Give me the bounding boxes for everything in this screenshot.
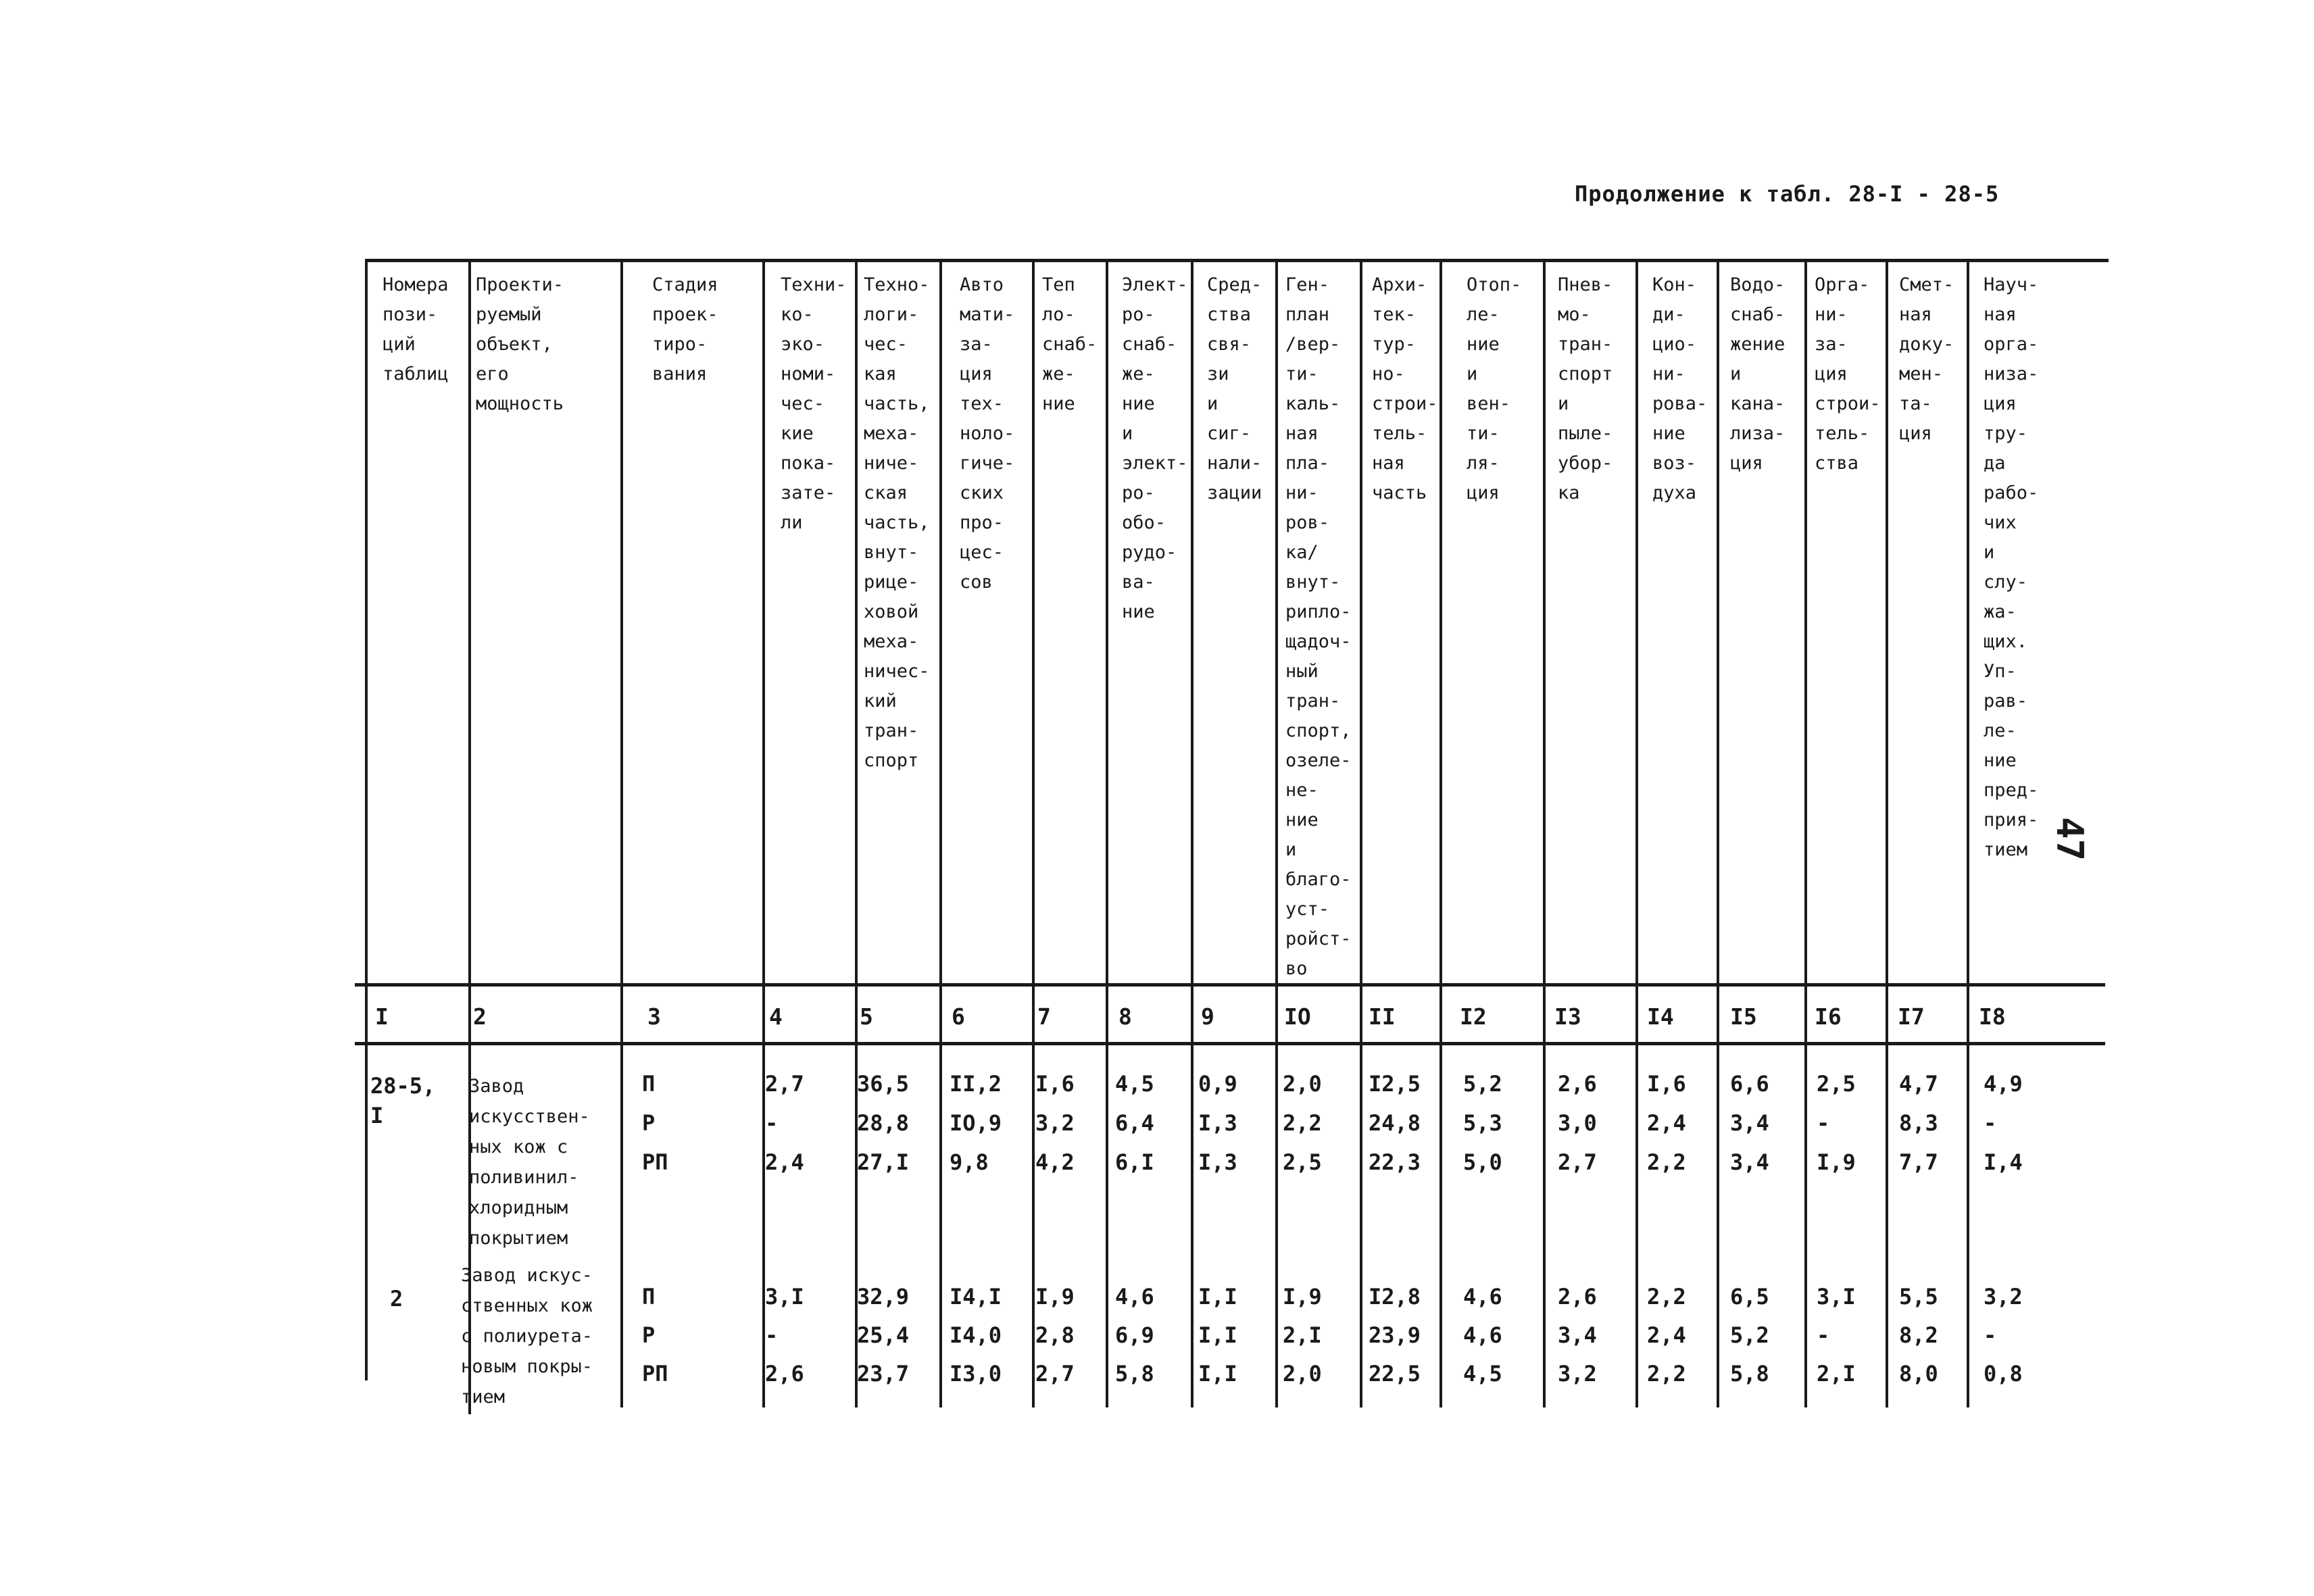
table-cell-value: 28,8	[857, 1110, 910, 1136]
table-cell-value: 23,9	[1369, 1322, 1421, 1348]
column-number: I8	[1979, 1003, 2006, 1030]
table-cell-value: II,2	[950, 1071, 1002, 1097]
column-divider	[365, 259, 368, 1380]
table-cell-value: 2,6	[1558, 1284, 1597, 1310]
table-cell-value: 0,9	[1198, 1071, 1237, 1097]
header-technological-part: Техно- логи- чес- кая часть, меха- ниче- ская часть, внут- рице- ховой меха- ничес- кий тран- спорт	[864, 274, 930, 771]
header-construction-organization: Орга- ни- за- ция строи- тель- ства	[1815, 274, 1881, 474]
header-technical-economic: Техни- ко- эко- номи- чес- кие пока- зате- ли	[781, 274, 847, 533]
table-cell-value: 5,3	[1463, 1110, 1502, 1136]
column-divider	[762, 259, 765, 1407]
table-cell-value: 2,8	[1035, 1322, 1075, 1348]
table-cell-value: 3,2	[1558, 1361, 1597, 1387]
table-cell-value: 24,8	[1369, 1110, 1421, 1136]
table-cell-value: -	[765, 1110, 779, 1136]
table-cell-value: 2,7	[1035, 1361, 1075, 1387]
column-number: 4	[769, 1003, 783, 1030]
row-stage: РП	[642, 1361, 668, 1387]
table-cell-value: I4,0	[950, 1322, 1002, 1348]
table-cell-value: 32,9	[857, 1284, 910, 1310]
table-cell-value: 9,8	[950, 1149, 989, 1175]
column-divider	[620, 259, 623, 1407]
table-cell-value: 2,6	[1558, 1071, 1597, 1097]
column-divider	[855, 259, 858, 1407]
table-cell-value: 4,9	[1984, 1071, 2023, 1097]
table-cell-value: 7,7	[1899, 1149, 1938, 1175]
column-number: I3	[1554, 1003, 1581, 1030]
table-top-rule	[365, 259, 2109, 262]
table-cell-value: 4,6	[1115, 1284, 1154, 1310]
table-cell-value: 6,4	[1115, 1110, 1154, 1136]
row-stage: П	[642, 1071, 656, 1097]
column-number: 5	[860, 1003, 873, 1030]
column-number: 6	[952, 1003, 965, 1030]
column-number: IO	[1284, 1003, 1311, 1030]
table-cell-value: 5,0	[1463, 1149, 1502, 1175]
header-water-sewerage: Водо- снаб- жение и кана- лиза- ция	[1730, 274, 1786, 474]
table-continuation-caption: Продолжение к табл. 28-I - 28-5	[1575, 181, 2000, 207]
row-stage: Р	[642, 1110, 656, 1136]
header-power-supply: Элект- ро- снаб- же- ние и элект- ро- обо- рудо- ва- ние	[1122, 274, 1188, 622]
table-cell-value: 5,8	[1115, 1361, 1154, 1387]
column-number: I2	[1460, 1003, 1487, 1030]
column-number: 3	[647, 1003, 661, 1030]
table-cell-value: 23,7	[857, 1361, 910, 1387]
column-divider	[1967, 259, 1969, 1407]
row-position-number: 2	[390, 1286, 403, 1312]
table-cell-value: I,I	[1198, 1284, 1237, 1310]
table-cell-value: 4,7	[1899, 1071, 1938, 1097]
column-number: 8	[1118, 1003, 1132, 1030]
numbers-bottom-rule	[355, 1042, 2105, 1045]
table-cell-value: 4,6	[1463, 1284, 1502, 1310]
table-cell-value: 8,2	[1899, 1322, 1938, 1348]
column-number: 2	[473, 1003, 487, 1030]
table-cell-value: I,3	[1198, 1149, 1237, 1175]
header-designed-object: Проекти- руемый объект, его мощность	[476, 274, 564, 414]
column-number: II	[1369, 1003, 1396, 1030]
table-cell-value: 2,2	[1647, 1361, 1686, 1387]
table-cell-value: 0,8	[1984, 1361, 2023, 1387]
table-cell-value: 6,I	[1115, 1149, 1154, 1175]
table-cell-value: 2,7	[765, 1071, 804, 1097]
column-divider	[1543, 259, 1546, 1407]
column-divider	[1275, 259, 1278, 1407]
table-cell-value: 27,I	[857, 1149, 910, 1175]
table-cell-value: I,I	[1198, 1322, 1237, 1348]
table-cell-value: I,6	[1647, 1071, 1686, 1097]
table-cell-value: 3,4	[1730, 1110, 1769, 1136]
header-labor-organization: Науч- ная орга- низа- ция тру- да рабо- чих и слу- жа- щих. Уп- рав- ле- ние пред- прия- тием	[1984, 274, 2039, 860]
table-cell-value: 2,4	[1647, 1322, 1686, 1348]
table-cell-value: 6,5	[1730, 1284, 1769, 1310]
table-cell-value: I,9	[1035, 1284, 1075, 1310]
table-cell-value: 5,5	[1899, 1284, 1938, 1310]
table-cell-value: -	[1984, 1322, 1997, 1348]
table-cell-value: I,3	[1198, 1110, 1237, 1136]
table-cell-value: 2,5	[1283, 1149, 1322, 1175]
header-communications: Сред- ства свя- зи и сиг- нали- зации	[1207, 274, 1262, 503]
table-cell-value: 2,4	[1647, 1110, 1686, 1136]
table-cell-value: 2,5	[1817, 1071, 1856, 1097]
header-general-plan: Ген- план /вер- ти- каль- ная пла- ни- ров- ка/ внут- рипло- щадоч- ный тран- спорт, озеле- не- ние и благо- уст- ройст- во	[1285, 274, 1352, 979]
table-cell-value: I3,0	[950, 1361, 1002, 1387]
table-cell-value: 2,6	[765, 1361, 804, 1387]
table-cell-value: 2,2	[1647, 1284, 1686, 1310]
table-cell-value: 4,6	[1463, 1322, 1502, 1348]
column-number: I7	[1898, 1003, 1925, 1030]
column-divider	[1886, 259, 1888, 1407]
table-cell-value: 4,5	[1115, 1071, 1154, 1097]
header-bottom-rule	[355, 983, 2105, 987]
table-cell-value: 2,I	[1817, 1361, 1856, 1387]
table-cell-value: 3,I	[1817, 1284, 1856, 1310]
table-cell-value: 22,3	[1369, 1149, 1421, 1175]
page-number: 47	[2048, 816, 2092, 862]
column-number: 9	[1201, 1003, 1214, 1030]
table-cell-value: 3,4	[1730, 1149, 1769, 1175]
header-cost-documentation: Смет- ная доку- мен- та- ция	[1899, 274, 1954, 444]
column-divider	[939, 259, 942, 1407]
table-cell-value: 2,2	[1283, 1110, 1322, 1136]
table-cell-value: -	[765, 1322, 779, 1348]
table-cell-value: 8,3	[1899, 1110, 1938, 1136]
table-cell-value: 2,4	[765, 1149, 804, 1175]
column-divider	[1106, 259, 1108, 1407]
table-cell-value: 8,0	[1899, 1361, 1938, 1387]
table-cell-value: 2,7	[1558, 1149, 1597, 1175]
table-cell-value: -	[1817, 1322, 1830, 1348]
column-divider	[1191, 259, 1193, 1407]
column-divider	[1360, 259, 1362, 1407]
column-divider	[1032, 259, 1035, 1407]
row-object-name: Завод искус- ственных кож с полиурета- новым покры- тием	[461, 1265, 593, 1407]
row-stage: Р	[642, 1322, 656, 1348]
table-cell-value: 5,8	[1730, 1361, 1769, 1387]
table-cell-value: I,9	[1817, 1149, 1856, 1175]
column-divider	[1804, 259, 1807, 1407]
row-stage: П	[642, 1284, 656, 1310]
table-cell-value: 3,I	[765, 1284, 804, 1310]
column-number: I	[375, 1003, 389, 1030]
table-cell-value: 22,5	[1369, 1361, 1421, 1387]
table-cell-value: 6,6	[1730, 1071, 1769, 1097]
column-divider	[1439, 259, 1442, 1407]
header-heating-ventilation: Отоп- ле- ние и вен- ти- ля- ция	[1467, 274, 1522, 503]
table-cell-value: 3,2	[1984, 1284, 2023, 1310]
table-cell-value: 3,0	[1558, 1110, 1597, 1136]
header-process-automation: Авто мати- за- ция тех- ноло- гиче- ских про- цес- сов	[960, 274, 1015, 593]
table-cell-value: 5,2	[1463, 1071, 1502, 1097]
table-cell-value: 6,9	[1115, 1322, 1154, 1348]
table-cell-value: 2,2	[1647, 1149, 1686, 1175]
table-cell-value: 36,5	[857, 1071, 910, 1097]
table-cell-value: I,4	[1984, 1149, 2023, 1175]
column-number: I5	[1730, 1003, 1757, 1030]
table-cell-value: I,6	[1035, 1071, 1075, 1097]
header-position-numbers: Номера пози- ций таблиц	[383, 274, 449, 384]
column-number: I6	[1815, 1003, 1842, 1030]
row-object-name: Завод искусствен- ных кож с поливинил- хлоридным покрытием	[469, 1076, 590, 1249]
row-position-number: 28-5, I	[370, 1073, 436, 1128]
table-cell-value: I2,5	[1369, 1071, 1421, 1097]
table-cell-value: 2,0	[1283, 1071, 1322, 1097]
table-cell-value: I,I	[1198, 1361, 1237, 1387]
table-cell-value: -	[1817, 1110, 1830, 1136]
table-cell-value: -	[1984, 1110, 1997, 1136]
table-cell-value: I2,8	[1369, 1284, 1421, 1310]
header-air-conditioning: Кон- ди- цио- ни- рова- ние воз- духа	[1652, 274, 1708, 503]
table-cell-value: 3,4	[1558, 1322, 1597, 1348]
table-cell-value: I,9	[1283, 1284, 1322, 1310]
column-number: 7	[1037, 1003, 1051, 1030]
header-architecture: Архи- тек- тур- но- строи- тель- ная часть	[1372, 274, 1438, 503]
table-cell-value: IO,9	[950, 1110, 1002, 1136]
table-cell-value: 2,I	[1283, 1322, 1322, 1348]
column-divider	[1635, 259, 1638, 1407]
table-cell-value: I4,I	[950, 1284, 1002, 1310]
table-cell-value: 5,2	[1730, 1322, 1769, 1348]
column-divider	[1717, 259, 1719, 1407]
table-cell-value: 4,5	[1463, 1361, 1502, 1387]
table-cell-value: 25,4	[857, 1322, 910, 1348]
column-number: I4	[1647, 1003, 1674, 1030]
table-cell-value: 4,2	[1035, 1149, 1075, 1175]
table-cell-value: 3,2	[1035, 1110, 1075, 1136]
row-stage: РП	[642, 1149, 668, 1175]
header-heat-supply: Теп ло- снаб- же- ние	[1042, 274, 1098, 414]
header-pneumatic-transport: Пнев- мо- тран- спорт и пыле- убор- ка	[1558, 274, 1613, 503]
table-cell-value: 2,0	[1283, 1361, 1322, 1387]
header-design-stage: Стадия проек- тиро- вания	[652, 274, 718, 384]
